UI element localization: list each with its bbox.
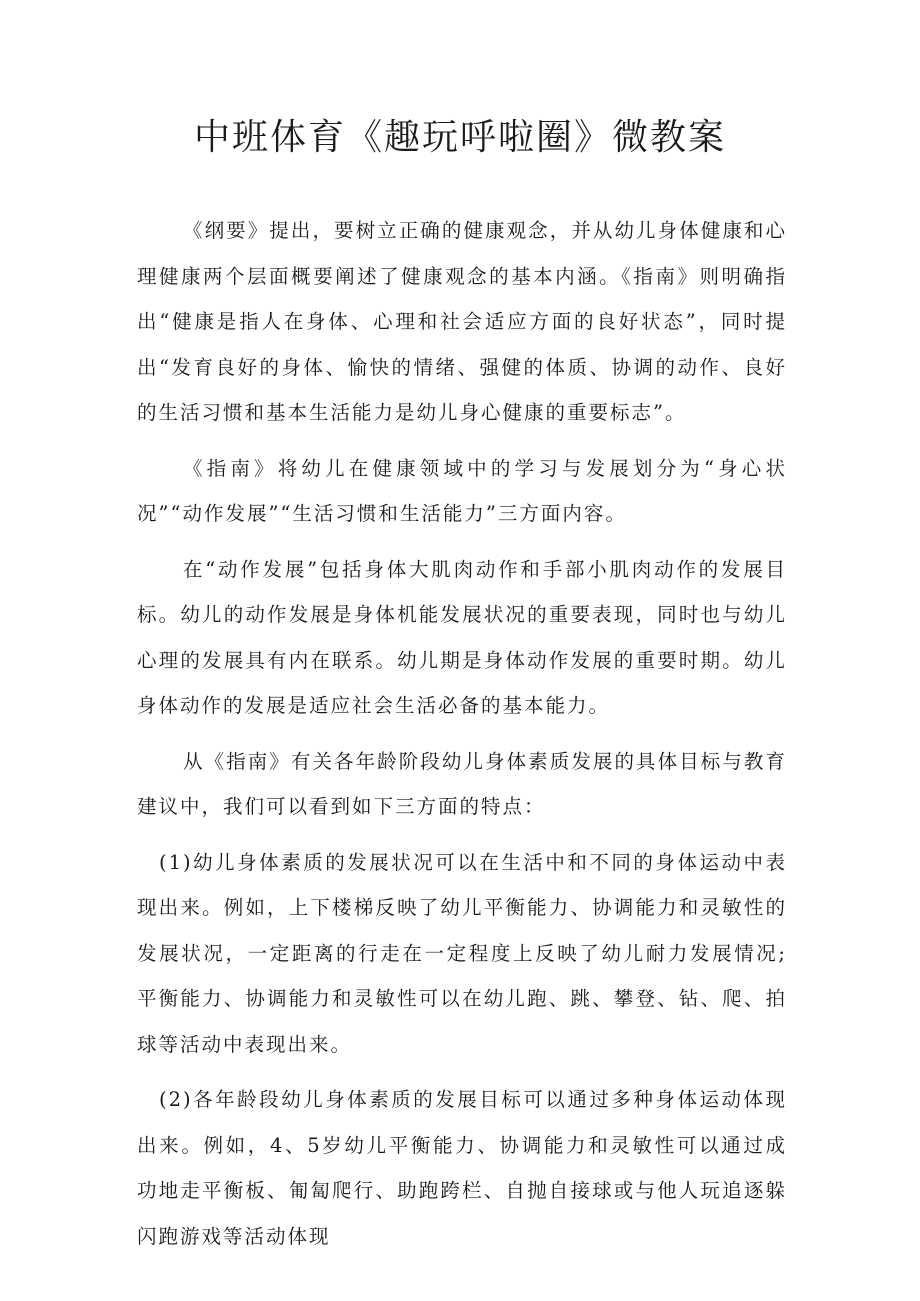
document-body	[137, 208, 787, 1269]
paragraph-4: 从《指南》有关各年龄阶段幼儿身体素质发展的具体目标与教育建议中，我们可以看到如下三方面的特点：	[137, 749, 787, 818]
document-title: 中班体育《趣玩呼啦圈》微教案	[193, 117, 726, 158]
paragraph-1: 《纲要》提出，要树立正确的健康观念，并从幼儿身体健康和心理健康两个层面概要阐述了健康观念的基本内涵。《指南》则明确指出“健康是指人在身体、心理和社会适应方面的良好状态”，同时提出“发育良好的身体、愉快的情绪、强健的体质、协调的动作、良好的生活习惯和基本生活能力是幼儿身心健康的重要标志”。	[137, 219, 787, 424]
paragraph-3: 在“动作发展”包括身体大肌肉动作和手部小肌肉动作的发展目标。幼儿的动作发展是身体机能发展状况的重要表现，同时也与幼儿心理的发展具有内在联系。幼儿期是身体动作发展的重要时期。幼儿身体动作的发展是适应社会生活必备的基本能力。	[137, 557, 787, 717]
paragraph-5: (1)幼儿身体素质的发展状况可以在生活中和不同的身体运动中表现出来。例如，上下楼梯反映了幼儿平衡能力、协调能力和灵敏性的发展状况，一定距离的行走在一定程度上反映了幼儿耐力发展情况;平衡能力、协调能力和灵敏性可以在幼儿跑、跳、攀登、钻、爬、拍球等活动中表现出来。	[137, 850, 787, 1056]
paragraph-2: 《指南》将幼儿在健康领域中的学习与发展划分为“身心状况”“动作发展”“生活习惯和生活能力”三方面内容。	[137, 456, 787, 525]
paragraph-6: (2)各年龄段幼儿身体素质的发展目标可以通过多种身体运动体现出来。例如，4、5岁幼儿平衡能力、协调能力和灵敏性可以通过成功地走平衡板、匍匐爬行、助跑跨栏、自抛自接球或与他人玩追逐躲闪跑游戏等活动体现	[137, 1088, 787, 1248]
